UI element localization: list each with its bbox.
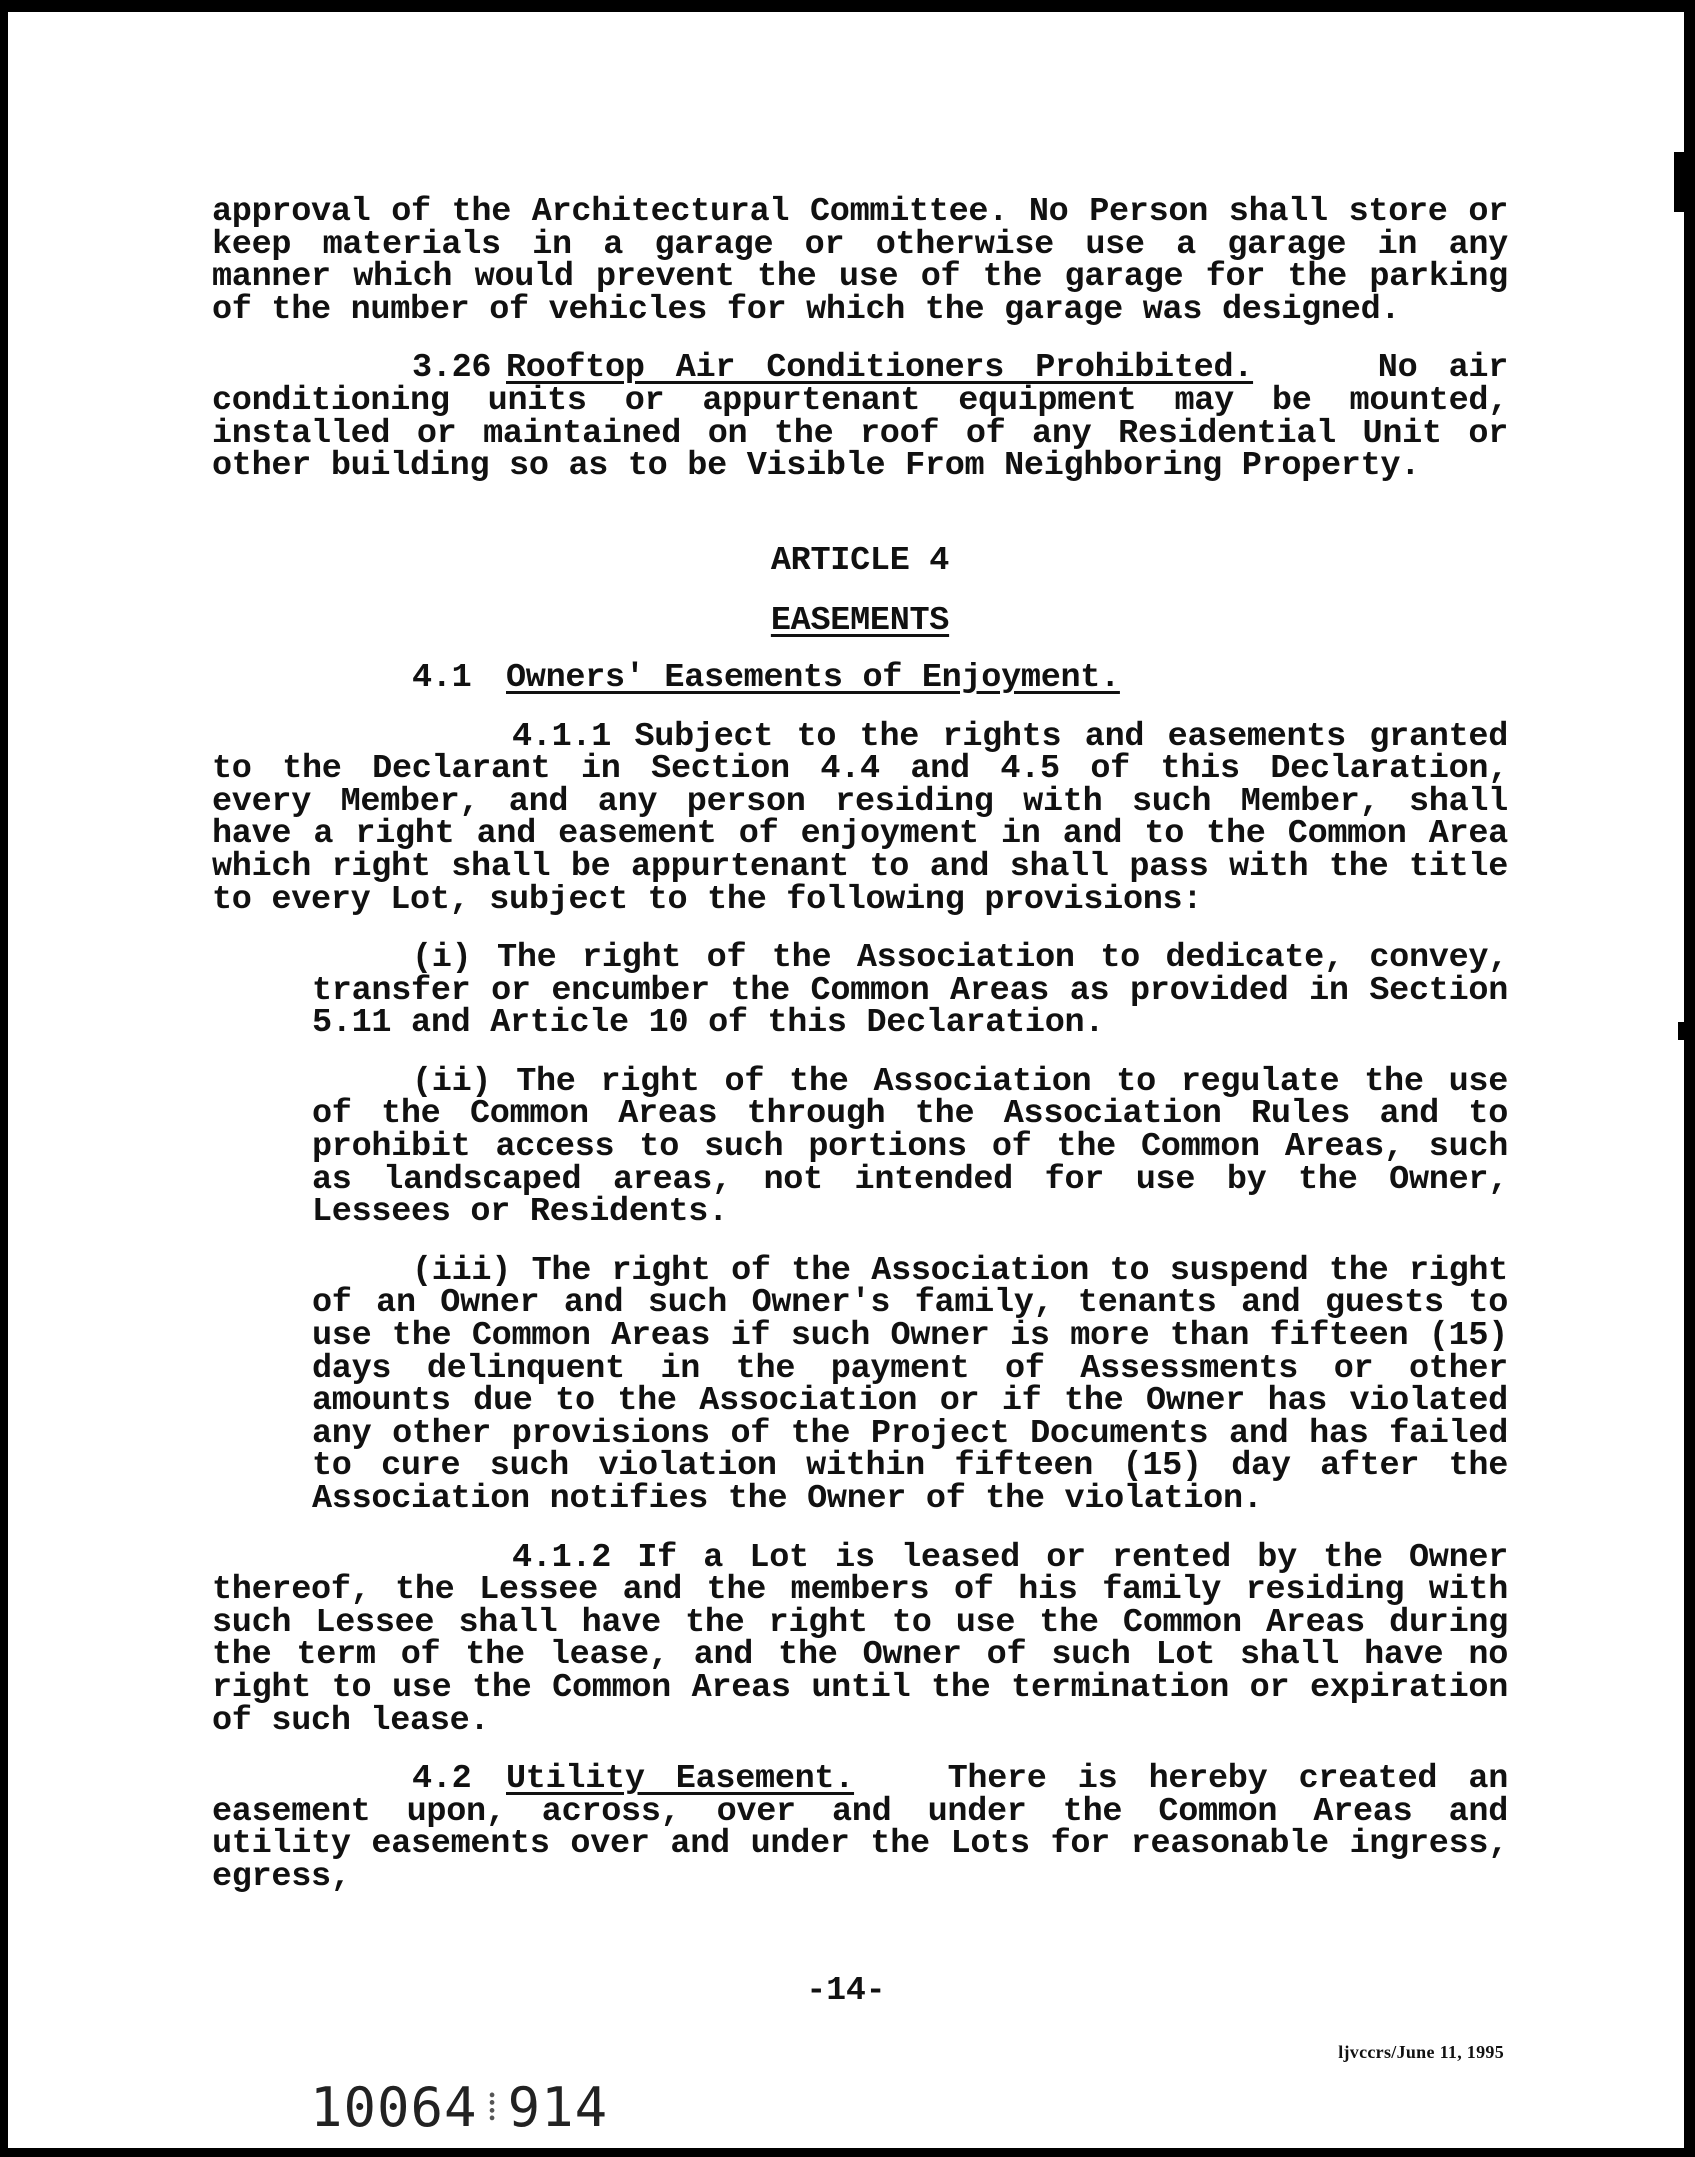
section-4-1-1 bbox=[212, 717, 1508, 919]
stamp-separator: ⁞ bbox=[486, 2084, 499, 2130]
provision-label: (ii) bbox=[412, 1062, 492, 1101]
section-title: Rooftop Air Conditioners Prohibited. bbox=[506, 349, 1254, 388]
section-title: Utility Easement. bbox=[506, 1760, 855, 1799]
stamp-right-number: 914 bbox=[507, 2076, 609, 2139]
subsection-body: Subject to the rights and easements granted to the Declarant in Section 4.4 and 4.5 of this Declaration, every Member, and any person residing with such Member, shall have a right and easement of enjoyment in and to the Common Area which right shall be appurtenant to and shall pass with the title to every Lot, subject to the following provisions: bbox=[212, 717, 1508, 919]
subsection-number: 4.1.1 bbox=[512, 717, 612, 756]
stamp-left-number: 10064 bbox=[310, 2076, 478, 2139]
section-body: No air conditioning units or appurtenant equipment may be mounted, installed or maintained on the roof of any Residential Unit or other building so as to be Visible From Neighboring Property. bbox=[212, 349, 1508, 486]
provision-text: The right of the Association to dedicate, convey, transfer or encumber the Common Areas as provided in Section 5.11 and Article 10 of this Declaration. bbox=[312, 939, 1508, 1043]
provision-item bbox=[312, 1251, 1508, 1518]
provision-item bbox=[312, 1062, 1508, 1232]
section-4-2 bbox=[212, 1760, 1508, 1896]
subsection-number: 4.1.2 bbox=[512, 1538, 612, 1577]
paragraph-3-25-continuation: approval of the Architectural Committee. No Person shall store or keep materials in a garage or otherwise use a garage in any manner which would prevent the use of the garage for the parking of the number of vehicles for which the garage was designed. bbox=[212, 193, 1508, 329]
scan-artifact bbox=[1674, 152, 1684, 212]
scan-artifact bbox=[1678, 1022, 1684, 1040]
section-number: 4.2 bbox=[412, 1760, 472, 1799]
section-body: There is hereby created an easement upon, across, over and under the Common Areas and utility easements over and under the Lots for reasonable ingress, egress, bbox=[212, 1760, 1508, 1896]
file-date: ljvccrs/June 11, 1995 bbox=[1338, 2042, 1504, 2062]
section-4-1-2 bbox=[212, 1538, 1508, 1740]
provision-item bbox=[312, 939, 1508, 1043]
article-title-text: EASEMENTS bbox=[770, 602, 950, 641]
page-number: -14- bbox=[806, 1972, 886, 2009]
section-4-1 bbox=[212, 658, 1508, 697]
document-page bbox=[8, 12, 1684, 2148]
article-heading: ARTICLE 4 bbox=[770, 541, 950, 580]
provision-label: (iii) bbox=[412, 1251, 512, 1290]
provision-text: The right of the Association to suspend the right of an Owner and such Owner's family, tenants and guests to use the Common Areas if such Owner is more than fifteen (15) days delinquent in the payment of Assessments or other amounts due to the Association or if the Owner has violated any other provisions of the Project Documents and has failed to cure such violation within fifteen (15) day after the Association notifies the Owner of the violation. bbox=[312, 1251, 1508, 1518]
article-title bbox=[212, 602, 1508, 641]
section-3-26 bbox=[212, 349, 1508, 486]
section-title: Owners' Easements of Enjoyment. bbox=[506, 658, 1120, 697]
document-stamp bbox=[310, 2076, 608, 2139]
provision-text: The right of the Association to regulate the use of the Common Areas through the Association Rules and to prohibit access to such portions of the Common Areas, such as landscaped areas, not intended for use by the Owner, Lessees or Residents. bbox=[312, 1062, 1508, 1232]
section-number: 3.26 bbox=[412, 349, 492, 388]
document-body bbox=[212, 193, 1508, 1896]
provision-label: (i) bbox=[412, 939, 472, 978]
subsection-body: If a Lot is leased or rented by the Owner thereof, the Lessee and the members of his family residing with such Lessee shall have the right to use the Common Areas during the term of the lease, and the Owner of such Lot shall have no right to use the Common Areas until the termination or expiration of such lease. bbox=[212, 1538, 1508, 1740]
provision-list bbox=[212, 939, 1508, 1518]
section-number: 4.1 bbox=[412, 658, 472, 697]
